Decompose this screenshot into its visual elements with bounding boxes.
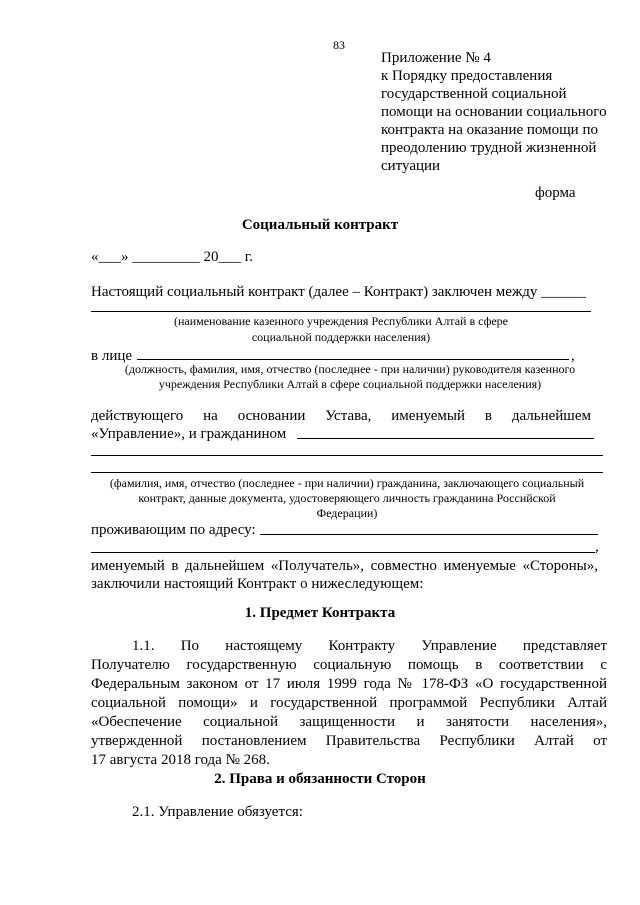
appendix-line: ситуации bbox=[381, 158, 441, 174]
paragraph-line: утвержденной постановлением Правительства Республики Алтай от bbox=[91, 733, 607, 749]
citizen-caption: контракт, данные документа, удостоверяющего личность гражданина Российской bbox=[138, 491, 556, 505]
in-person-comma: , bbox=[571, 348, 575, 364]
institution-caption: (наименование казенного учреждения Республики Алтай в сфере bbox=[173, 314, 509, 328]
head-name-blank bbox=[137, 359, 569, 360]
item-2-1: 2.1. Управление обязуется: bbox=[132, 804, 303, 820]
department-line: «Управление», и гражданином bbox=[91, 426, 287, 442]
institution-caption: социальной поддержки населения) bbox=[251, 330, 431, 344]
recipient-line: заключили настоящий Контракт о нижеследующем: bbox=[91, 576, 424, 592]
appendix-line: к Порядку предоставления bbox=[381, 68, 553, 84]
paragraph-line: 17 августа 2018 года № 268. bbox=[91, 752, 270, 768]
form-label: форма bbox=[535, 185, 576, 201]
document-title: Социальный контракт bbox=[241, 217, 399, 233]
appendix-title: Приложение № 4 bbox=[381, 50, 491, 66]
citizen-caption: Федерации) bbox=[316, 506, 378, 520]
recipient-line: именуемый в дальнейшем «Получатель», совместно именуемые «Стороны», bbox=[91, 558, 598, 574]
citizen-name-blank bbox=[297, 438, 594, 439]
date-line: «___» _________ 20___ г. bbox=[91, 249, 253, 265]
section-1-title: 1. Предмет Контракта bbox=[244, 605, 396, 621]
paragraph-line: социальной помощи» и государственной программой Республики Алтай bbox=[91, 695, 607, 711]
address-label: проживающим по адресу: bbox=[91, 522, 256, 538]
address-comma: , bbox=[595, 539, 599, 555]
appendix-line: государственной социальной bbox=[381, 86, 567, 102]
intro-line: Настоящий социальный контракт (далее – Контракт) заключен между ______ bbox=[91, 284, 587, 300]
citizen-blank-line bbox=[91, 472, 603, 473]
appendix-line: преодолению трудной жизненной bbox=[381, 140, 597, 156]
paragraph-line: 1.1. По настоящему Контракту Управление представляет bbox=[132, 638, 607, 654]
address-blank bbox=[260, 534, 598, 535]
appendix-line: контракта на оказание помощи по bbox=[381, 122, 598, 138]
institution-name-blank bbox=[91, 311, 591, 312]
paragraph-line: Получателю государственную социальную помощь в соответствии с bbox=[91, 657, 607, 673]
acting-line: действующего на основании Устава, именуемый в дальнейшем bbox=[91, 408, 591, 424]
citizen-caption: (фамилия, имя, отчество (последнее - при наличии) гражданина, заключающего социальный bbox=[109, 476, 585, 490]
citizen-blank-line bbox=[91, 455, 603, 456]
paragraph-line: «Обеспечение социальной защищенности и занятости населения», bbox=[91, 714, 607, 730]
appendix-line: помощи на основании социального bbox=[381, 104, 607, 120]
page-number: 83 bbox=[333, 38, 345, 52]
in-person-label: в лице bbox=[91, 348, 133, 364]
paragraph-line: Федеральным законом от 17 июля 1999 года № 178-ФЗ «О государственной bbox=[91, 676, 607, 692]
head-caption: (должность, фамилия, имя, отчество (последнее - при наличии) руководителя казенного bbox=[124, 362, 576, 376]
address-blank-line bbox=[91, 552, 595, 553]
section-2-title: 2. Права и обязанности Сторон bbox=[214, 771, 426, 787]
head-caption: учреждения Республики Алтай в сфере социальной поддержки населения) bbox=[158, 377, 542, 391]
